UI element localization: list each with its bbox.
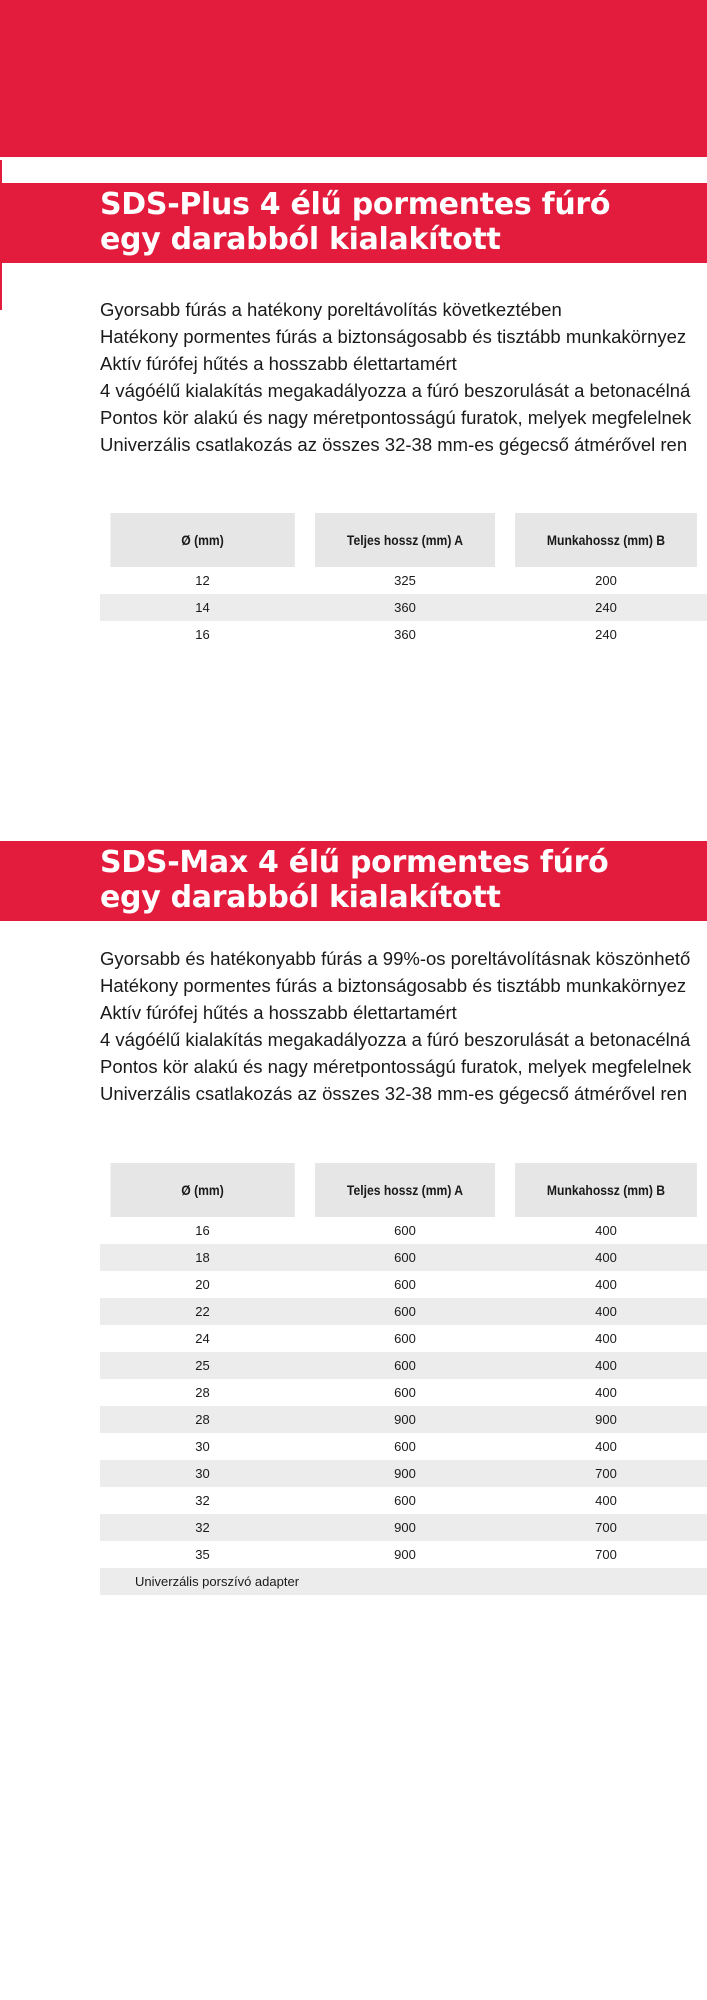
- cell-working-length: 400: [595, 1277, 617, 1292]
- cell-total-length: 600: [394, 1331, 416, 1346]
- col-header-total-length: Teljes hossz (mm) A: [315, 513, 495, 567]
- cell-total-length: 360: [394, 627, 416, 642]
- feature-item: Hatékony pormentes fúrás a biztonságosabb és tisztább munkakörnyez: [100, 326, 687, 347]
- section2-feature-list: [100, 945, 707, 1107]
- table-row: [100, 1460, 707, 1487]
- cell-diameter: 30: [100, 1460, 305, 1487]
- table-header-row: [100, 1163, 707, 1217]
- feature-item: Pontos kör alakú és nagy méretpontosságú furatok, melyek megfelelnek: [100, 1056, 692, 1077]
- table-row: [100, 1298, 707, 1325]
- top-red-band: [0, 0, 707, 157]
- cell-total-length: 900: [305, 1406, 505, 1433]
- feature-item: Gyorsabb és hatékonyabb fúrás a 99%-os poreltávolításnak köszönhető: [100, 948, 691, 969]
- section1-title: [100, 187, 610, 257]
- cell-diameter: 12: [195, 573, 210, 588]
- col-header-working-length: Munkahossz (mm) B: [515, 513, 697, 567]
- cell-diameter: 24: [195, 1331, 210, 1346]
- cell-total-length: 900: [305, 1514, 505, 1541]
- section2-title: [100, 845, 608, 915]
- table-row: [100, 1514, 707, 1541]
- cell-working-length: 400: [595, 1331, 617, 1346]
- section1-spec-table: [100, 513, 707, 648]
- section2-title-line1: SDS-Max 4 élű pormentes fúró: [100, 845, 609, 880]
- cell-diameter: 18: [100, 1244, 305, 1271]
- section1-title-band: [0, 183, 707, 263]
- cell-total-length: 900: [394, 1547, 416, 1562]
- cell-working-length: 400: [505, 1244, 707, 1271]
- table-row: [100, 567, 707, 594]
- section2-title-band: [0, 841, 707, 921]
- cell-total-length: 325: [394, 573, 416, 588]
- cell-diameter: 32: [100, 1514, 305, 1541]
- cell-diameter: 16: [195, 1223, 210, 1238]
- cell-working-length: 400: [595, 1493, 617, 1508]
- table-row: [100, 1487, 707, 1514]
- cell-total-length: 600: [305, 1352, 505, 1379]
- table-row: [100, 1325, 707, 1352]
- section2-spec-table: [100, 1163, 707, 1595]
- table-row: [100, 621, 707, 648]
- section1-title-line2: egy darabból kialakított: [100, 222, 501, 257]
- col-header-total-length: Teljes hossz (mm) A: [315, 1163, 495, 1217]
- cell-total-length: 600: [394, 1439, 416, 1454]
- feature-item: Pontos kör alakú és nagy méretpontosságú furatok, melyek megfelelnek: [100, 407, 692, 428]
- cell-total-length: 360: [305, 594, 505, 621]
- table-row: [100, 1271, 707, 1298]
- table-row: [100, 1406, 707, 1433]
- cell-working-length: 400: [595, 1385, 617, 1400]
- cell-total-length: 600: [394, 1277, 416, 1292]
- cell-total-length: 600: [305, 1298, 505, 1325]
- table-row: [100, 1433, 707, 1460]
- cell-diameter: 35: [195, 1547, 210, 1562]
- cell-working-length: 400: [595, 1223, 617, 1238]
- cell-diameter: 30: [195, 1439, 210, 1454]
- cell-working-length: 240: [595, 627, 617, 642]
- cell-total-length: 600: [305, 1244, 505, 1271]
- table-row: [100, 1244, 707, 1271]
- section1-title-line1: SDS-Plus 4 élű pormentes fúró: [100, 187, 611, 222]
- feature-item: Univerzális csatlakozás az összes 32-38 mm-es gégecső átmérővel ren: [100, 1083, 688, 1104]
- cell-working-length: 900: [505, 1406, 707, 1433]
- cell-diameter: 32: [195, 1493, 210, 1508]
- feature-item: Aktív fúrófej hűtés a hosszabb élettartamért: [100, 1002, 457, 1023]
- feature-item: Aktív fúrófej hűtés a hosszabb élettartamért: [100, 353, 457, 374]
- feature-item: Hatékony pormentes fúrás a biztonságosabb és tisztább munkakörnyez: [100, 975, 687, 996]
- cell-total-length: 600: [394, 1493, 416, 1508]
- cell-working-length: 200: [595, 573, 617, 588]
- section1-feature-list: [100, 296, 707, 458]
- cell-total-length: 600: [394, 1385, 416, 1400]
- table-row: [100, 594, 707, 621]
- table-row: [100, 1352, 707, 1379]
- feature-item: 4 vágóélű kialakítás megakadályozza a fúró beszorulását a betonacélná: [100, 380, 691, 401]
- cell-working-length: 400: [505, 1352, 707, 1379]
- col-header-diameter: Ø (mm): [110, 513, 295, 567]
- table-row: [100, 1541, 707, 1568]
- cell-diameter: 14: [100, 594, 305, 621]
- cell-diameter: 25: [100, 1352, 305, 1379]
- col-header-working-length: Munkahossz (mm) B: [515, 1163, 697, 1217]
- cell-working-length: 400: [595, 1439, 617, 1454]
- cell-working-length: 700: [595, 1547, 617, 1562]
- section2-title-line2: egy darabból kialakított: [100, 880, 501, 915]
- cell-working-length: 700: [505, 1460, 707, 1487]
- table-header-row: [100, 513, 707, 567]
- cell-diameter: 16: [195, 627, 210, 642]
- col-header-diameter: Ø (mm): [110, 1163, 295, 1217]
- cell-working-length: 240: [505, 594, 707, 621]
- feature-item: Gyorsabb fúrás a hatékony poreltávolítás következtében: [100, 299, 562, 320]
- cell-total-length: 900: [305, 1460, 505, 1487]
- cell-working-length: 400: [505, 1298, 707, 1325]
- cell-diameter: 20: [195, 1277, 210, 1292]
- cell-diameter: 28: [195, 1385, 210, 1400]
- feature-item: Univerzális csatlakozás az összes 32-38 mm-es gégecső átmérővel ren: [100, 434, 688, 455]
- cell-total-length: 600: [394, 1223, 416, 1238]
- table-row: [100, 1217, 707, 1244]
- footnote-adapter: Univerzális porszívó adapter: [100, 1568, 707, 1595]
- feature-item: 4 vágóélű kialakítás megakadályozza a fúró beszorulását a betonacélná: [100, 1029, 691, 1050]
- cell-working-length: 700: [505, 1514, 707, 1541]
- table-row: [100, 1379, 707, 1406]
- cell-diameter: 22: [100, 1298, 305, 1325]
- table-footnote-row: [100, 1568, 707, 1595]
- cell-diameter: 28: [100, 1406, 305, 1433]
